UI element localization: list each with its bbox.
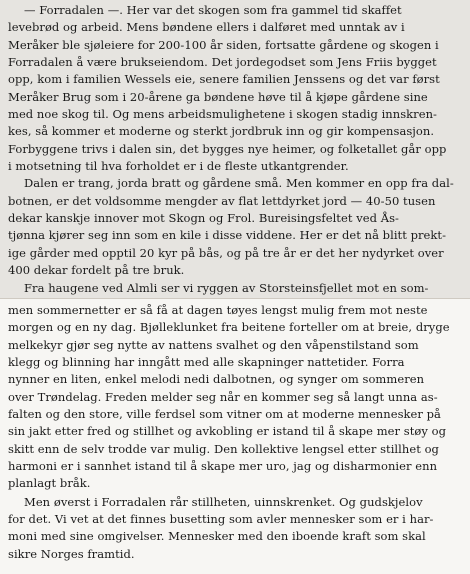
bottom-text-block	[0, 299, 470, 574]
text-line: falten og den store, ville ferdsel som vitner om at moderne mennesker på	[8, 407, 441, 422]
text-line: med noe skog til. Og mens arbeidsmulighetene i skogen stadig innskren-	[8, 107, 437, 122]
text-line: sikre Norges framtid.	[8, 546, 135, 561]
text-line: tjønna kjører seg inn som en kile i disse viddene. Her er det nå blitt prekt-	[8, 228, 447, 243]
text-line: melkekyr gjør seg nytte av nattens svalhet og den våpenstilstand som	[8, 337, 419, 352]
text-line: Forradalen å være brukseiendom. Det jordegodset som Jens Friis bygget	[8, 55, 437, 70]
text-line: for det. Vi vet at det finnes busetting som avler mennesker som er i har-	[8, 512, 434, 527]
text-line: ige gårder med opptil 20 kyr på bås, og på tre år er det her nydyrket over	[8, 245, 444, 260]
text-line: over Trøndelag. Freden melder seg når en kommer seg så langt unna as-	[8, 389, 438, 404]
text-line: botnen, er det voldsomme mengder av flat lettdyrket jord — 40-50 tusen	[8, 193, 436, 208]
text-line: skitt enn de selv trodde var mulig. Den kollektive lengsel etter stillhet og	[8, 441, 439, 456]
text-line: men sommernetter er så få at dagen tøyes lengst mulig frem mot neste	[8, 303, 428, 317]
text-line: kes, så kommer et moderne og sterkt jordbruk inn og gir kompensasjon.	[8, 124, 435, 139]
text-line: levebrød og arbeid. Mens bøndene ellers i dalføret med unntak av i	[8, 20, 405, 35]
text-line: Fra haugene ved Almli ser vi ryggen av Storsteinsfjellet mot en som-	[24, 280, 429, 295]
text-line: Meråker ble sjøleiere for 200-100 år siden, fortsatte gårdene og skogen i	[8, 37, 439, 52]
text-line: Forbyggene trivs i dalen sin, det bygges nye heimer, og folketallet går opp	[8, 141, 447, 156]
text-line: Dalen er trang, jorda bratt og gårdene små. Men kommer en opp fra dal-	[24, 176, 454, 191]
text-line: Men øverst i Forradalen rår stillheten, uinnskrenket. Og gudskjelov	[24, 494, 423, 509]
text-line: Meråker Brug som i 20-årene ga bøndene høve til å kjøpe gårdene sine	[8, 89, 428, 104]
text-line: harmoni er i sannhet istand til å skape mer uro, jag og disharmonier enn	[8, 459, 438, 474]
text-line: — Forradalen —. Her var det skogen som fra gammel tid skaffet	[24, 3, 402, 17]
text-line: moni med sine omgivelser. Mennesker med den iboende kraft som skal	[8, 529, 426, 544]
text-line: sin jakt etter fred og stillhet og avkobling er istand til å skape mer støy og	[8, 424, 446, 439]
text-line: nynner en liten, enkel melodi nedi dalbotnen, og synger om sommeren	[8, 372, 425, 387]
text-line: planlagt bråk.	[8, 476, 91, 491]
text-line: klegg og blinning har inngått med alle skapninger nattetider. Forra	[8, 355, 405, 370]
text-line: 400 dekar fordelt på tre bruk.	[8, 263, 185, 278]
text-line: i motsetning til hva forholdet er i de fleste utkantgrender.	[8, 159, 349, 174]
text-line: dekar kanskje innover mot Skogn og Frol. Bureisingsfeltet ved Ås-	[8, 211, 399, 226]
text-line: opp, kom i familien Wessels eie, senere familien Jenssens og det var først	[8, 72, 440, 87]
text-line: morgen og en ny dag. Bjølleklunket fra beitene forteller om at breie, dryge	[8, 320, 450, 335]
